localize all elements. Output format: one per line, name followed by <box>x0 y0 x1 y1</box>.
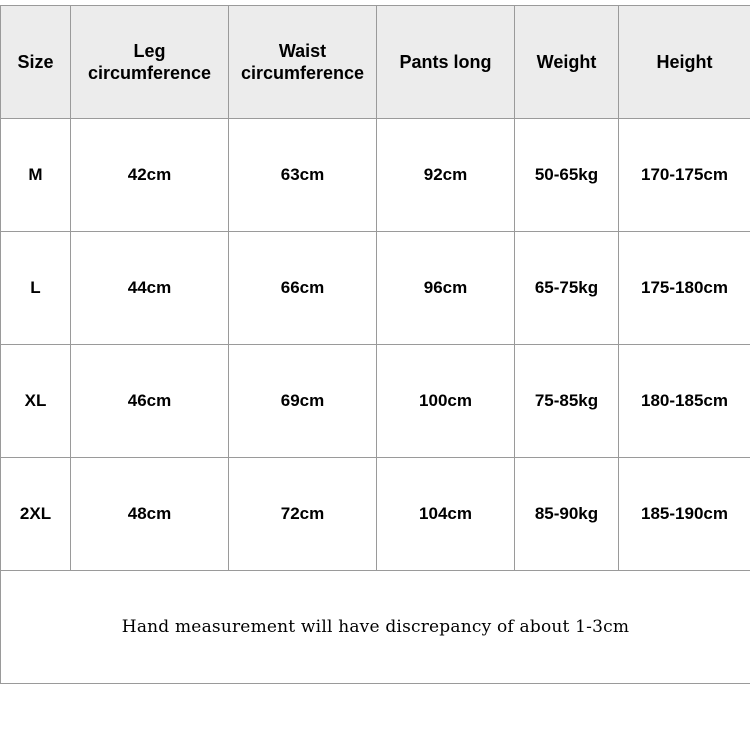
measurement-note: Hand measurement will have discrepancy of about 1-3cm <box>1 571 750 684</box>
cell-pants-long: 96cm <box>377 232 515 345</box>
cell-size: L <box>1 232 71 345</box>
cell-size: XL <box>1 345 71 458</box>
column-header-weight-label: Weight <box>536 51 597 72</box>
column-header-size <box>1 6 71 119</box>
column-header-leg-line2: circumference <box>87 63 212 83</box>
cell-weight: 65-75kg <box>515 232 619 345</box>
cell-pants-long: 100cm <box>377 345 515 458</box>
table-note-row <box>1 571 750 684</box>
cell-waist-circumference: 63cm <box>229 119 377 232</box>
cell-weight: 85-90kg <box>515 458 619 571</box>
cell-pants-long: 92cm <box>377 119 515 232</box>
column-header-pants-long <box>377 6 515 119</box>
cell-waist-circumference: 66cm <box>229 232 377 345</box>
cell-height: 170-175cm <box>619 119 750 232</box>
cell-waist-circumference: 69cm <box>229 345 377 458</box>
column-header-waist-line2: circumference <box>240 63 365 83</box>
column-header-weight <box>515 6 619 119</box>
table-body <box>1 119 750 684</box>
column-header-height-label: Height <box>656 51 713 72</box>
table-row <box>1 345 750 458</box>
cell-height: 185-190cm <box>619 458 750 571</box>
column-header-leg-line1: Leg <box>133 40 166 61</box>
column-header-leg-circumference <box>71 6 229 119</box>
column-header-size-label: Size <box>17 51 54 72</box>
cell-weight: 75-85kg <box>515 345 619 458</box>
cell-waist-circumference: 72cm <box>229 458 377 571</box>
table-row <box>1 232 750 345</box>
table-row <box>1 119 750 232</box>
cell-leg-circumference: 44cm <box>71 232 229 345</box>
cell-size: 2XL <box>1 458 71 571</box>
cell-size: M <box>1 119 71 232</box>
column-header-waist-circumference <box>229 6 377 119</box>
cell-height: 175-180cm <box>619 232 750 345</box>
cell-leg-circumference: 42cm <box>71 119 229 232</box>
table-header <box>1 6 750 119</box>
cell-leg-circumference: 48cm <box>71 458 229 571</box>
column-header-waist-line1: Waist <box>278 40 327 61</box>
column-header-height <box>619 6 750 119</box>
cell-weight: 50-65kg <box>515 119 619 232</box>
cell-pants-long: 104cm <box>377 458 515 571</box>
table-row <box>1 458 750 571</box>
cell-height: 180-185cm <box>619 345 750 458</box>
size-chart-table <box>0 5 750 684</box>
column-header-pants-long-label: Pants long <box>399 51 492 72</box>
table-header-row <box>1 6 750 119</box>
cell-leg-circumference: 46cm <box>71 345 229 458</box>
